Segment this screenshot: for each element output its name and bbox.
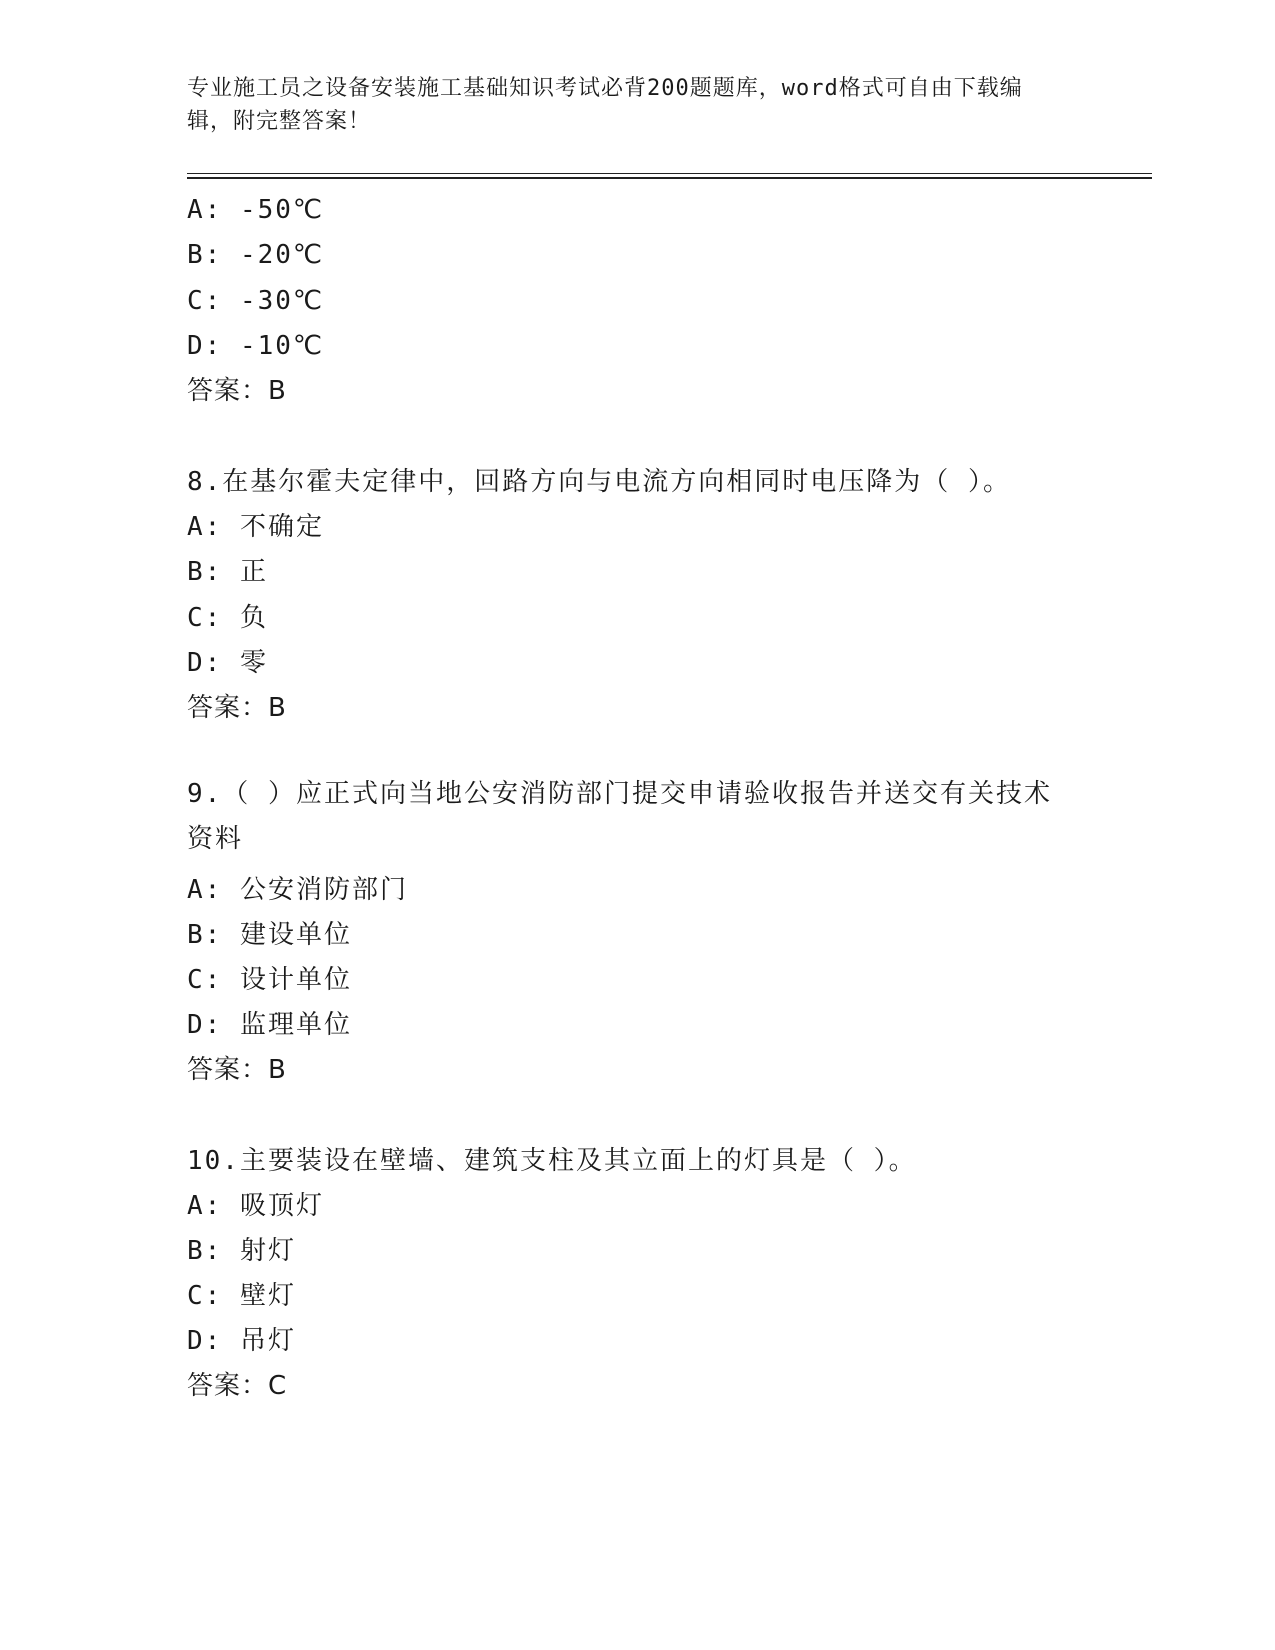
q9-option-a: A: 公安消防部门 bbox=[187, 875, 408, 905]
q10-answer: 答案：C bbox=[187, 1371, 288, 1401]
q7-option-b: B: -20℃ bbox=[187, 240, 325, 270]
q7-option-a: A: -50℃ bbox=[187, 195, 325, 225]
q8-option-d: D: 零 bbox=[187, 648, 268, 678]
q8-option-c: C: 负 bbox=[187, 603, 268, 633]
q9-option-c: C: 设计单位 bbox=[187, 965, 352, 995]
q9-question: 9.（ ）应正式向当地公安消防部门提交申请验收报告并送交有关技术资料 bbox=[187, 779, 1052, 854]
header-divider-thick bbox=[187, 177, 1152, 179]
header-divider-thin bbox=[187, 173, 1152, 174]
q8-option-b: B: 正 bbox=[187, 557, 268, 587]
q8-option-a: A: 不确定 bbox=[187, 512, 324, 542]
q10-option-c: C: 壁灯 bbox=[187, 1281, 296, 1311]
q8-answer: 答案：B bbox=[187, 693, 287, 723]
q8-question: 8.在基尔霍夫定律中，回路方向与电流方向相同时电压降为（ ）。 bbox=[187, 467, 1011, 497]
q9-option-b: B: 建设单位 bbox=[187, 920, 352, 950]
q9-answer: 答案：B bbox=[187, 1055, 287, 1085]
q10-option-b: B: 射灯 bbox=[187, 1236, 296, 1266]
q7-answer: 答案：B bbox=[187, 376, 287, 406]
q9-option-d: D: 监理单位 bbox=[187, 1010, 352, 1040]
q10-question: 10.主要装设在壁墙、建筑支柱及其立面上的灯具是（ ）。 bbox=[187, 1146, 917, 1176]
q7-option-d: D: -10℃ bbox=[187, 331, 325, 361]
q10-option-a: A: 吸顶灯 bbox=[187, 1191, 324, 1221]
q10-option-d: D: 吊灯 bbox=[187, 1326, 296, 1356]
q7-option-c: C: -30℃ bbox=[187, 286, 325, 316]
document-header-title: 专业施工员之设备安装施工基础知识考试必背200题题库，word格式可自由下载编辑，附完整答案！ bbox=[187, 76, 1023, 134]
